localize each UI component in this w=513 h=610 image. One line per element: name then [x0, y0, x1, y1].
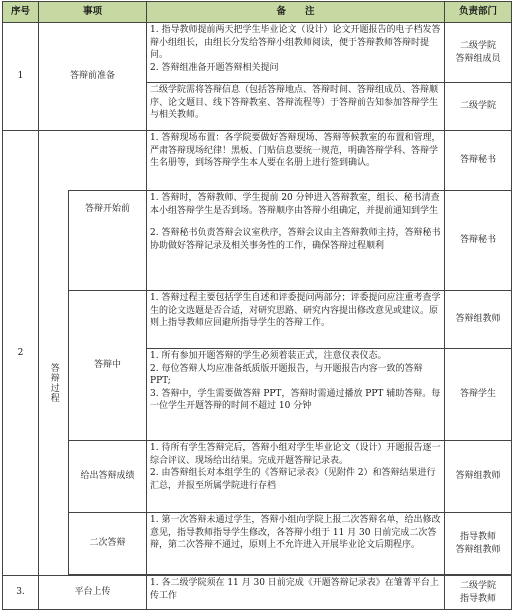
remark-cell: [147, 441, 445, 513]
table-row: [3, 191, 512, 291]
item-cell: [39, 131, 147, 191]
seq-cell: 1: [3, 23, 39, 131]
remark-cell: 1. 答辩现场布置：各学院要做好答辩现场、答辩等候教室的布置和管理，严肃答辩现场纪律！黑板、门贴信息要统一规范，明确答辩学科、答辩学生名册等，到场答辩学生本人要在名册上进行签到确认。: [147, 131, 445, 191]
group-cell: [39, 191, 69, 576]
table-row: [3, 131, 512, 191]
remark-cell: [147, 349, 445, 441]
item-cell: 平台上传: [39, 576, 147, 610]
header-dept: 负责部门: [445, 2, 512, 23]
header-seq: 序号: [3, 2, 39, 23]
remark-text: 2. 由答辩组长对本组学生的《答辩记录表》（见附件 2）和答辩结果进行汇总，并报至所属学院进行存档: [150, 468, 436, 491]
stage-cell: 二次答辩: [69, 513, 147, 575]
seq-cell: 3.: [3, 576, 39, 610]
remark-cell: 1. 各二级学院须在 11 月 30 日前完成《开题答辩记录表》在雏菁平台上传工作: [147, 576, 445, 610]
item-cell: 答辩前准备: [39, 23, 147, 131]
table-header-row: [3, 2, 512, 23]
stage-cell: 答辩中: [69, 291, 147, 441]
group-label: 答辩过程: [48, 362, 59, 403]
remark-text: 1. 所有参加开题答辩的学生必须着装正式，注意仪表仪态。: [150, 351, 387, 361]
remark-text: 2. 每位答辩人均应准备纸质版开题报告，与开题报告内容一致的答辩 PPT;: [150, 363, 423, 386]
remark-cell: [147, 191, 445, 291]
table-row: [3, 513, 512, 575]
table-row: [3, 291, 512, 349]
dept-cell: 答辩秘书: [445, 191, 512, 291]
remark-text: 3. 答辩中，学生需要做答辩 PPT，答辩时需通过播放 PPT 辅助答辩。每一位学生开题答辩的时间不超过 10 分钟: [150, 388, 441, 411]
dept-cell: 二级学院 指导教师: [445, 576, 512, 610]
remark-text: 2. 答辩组准备开题答辩相关提问: [150, 62, 279, 73]
remark-cell: 1. 第一次答辩未通过学生，答辩小组向学院上报二次答辩名单，给出修改意见，指导教师指导学生修改，各答辩小组于 11 月 30 日前完成二次答辩，第二次答辩不通过，原则上不允许进入开展毕业论文后期程序。: [147, 513, 445, 575]
header-remarks: 备 注: [147, 2, 445, 23]
table-row: [3, 576, 512, 610]
remark-cell: [147, 23, 445, 83]
dept-cell: 答辩组教师: [445, 441, 512, 513]
dept-cell: 指导教师 答辩组教师: [445, 513, 512, 575]
stage-cell: 答辩开始前: [69, 191, 147, 291]
dept-cell: 二级学院: [445, 83, 512, 131]
remark-text: 1. 指导教师提前两天把学生毕业论文（设计）论文开题报告的电子档发答辩小组组长，由组长分发给答辩小组教师阅读，便于答辩教师答辩时提问。: [150, 25, 441, 60]
dept-cell: 答辩组教师: [445, 291, 512, 349]
header-item: 事项: [39, 2, 147, 23]
dept-cell: 二级学院 答辩组成员: [445, 23, 512, 83]
remark-cell: 二级学院需将答辩信息（包括答辩地点、答辩时间、答辩组成员、答辩顺序、论文题目、线下答辩教室、答辩流程等）于答辩前告知参加答辩学生与相关教师。: [147, 83, 445, 131]
remark-text: 1. 待所有学生答辩完后，答辩小组对学生毕业论文（设计）开题报告逐一综合评议、现场给出结果。完成开题答辩记录表。: [150, 443, 441, 466]
table-row: [3, 23, 512, 83]
stage-cell: 给出答辩成绩: [69, 441, 147, 513]
dept-cell: 答辩学生: [445, 349, 512, 441]
seq-cell: 2: [3, 131, 39, 576]
remark-text: 1. 答辩时，答辩教师、学生提前 20 分钟进入答辩教室，组长、秘书清查本小组答辩学生是否到场。答辩顺序由答辩小组确定，并提前通知到学生: [150, 193, 440, 216]
remark-cell: 1. 答辩过程主要包括学生自述和评委提问两部分；评委提问应注重考查学生的论文选题是否合适，对研究思路、研究内容提出修改意见或建议。原则上指导教师应回避所指导学生的答辩工作。: [147, 291, 445, 349]
defense-schedule-table: [2, 1, 512, 610]
table-row: [3, 441, 512, 513]
dept-cell: 答辩秘书: [445, 131, 512, 191]
remark-text: 2. 答辩秘书负责答辩会议室秩序，答辩会议由主答辩教师主持，答辩秘书协助做好答辩记录及相关事务性的工作，确保答辩过程顺利: [150, 228, 441, 251]
